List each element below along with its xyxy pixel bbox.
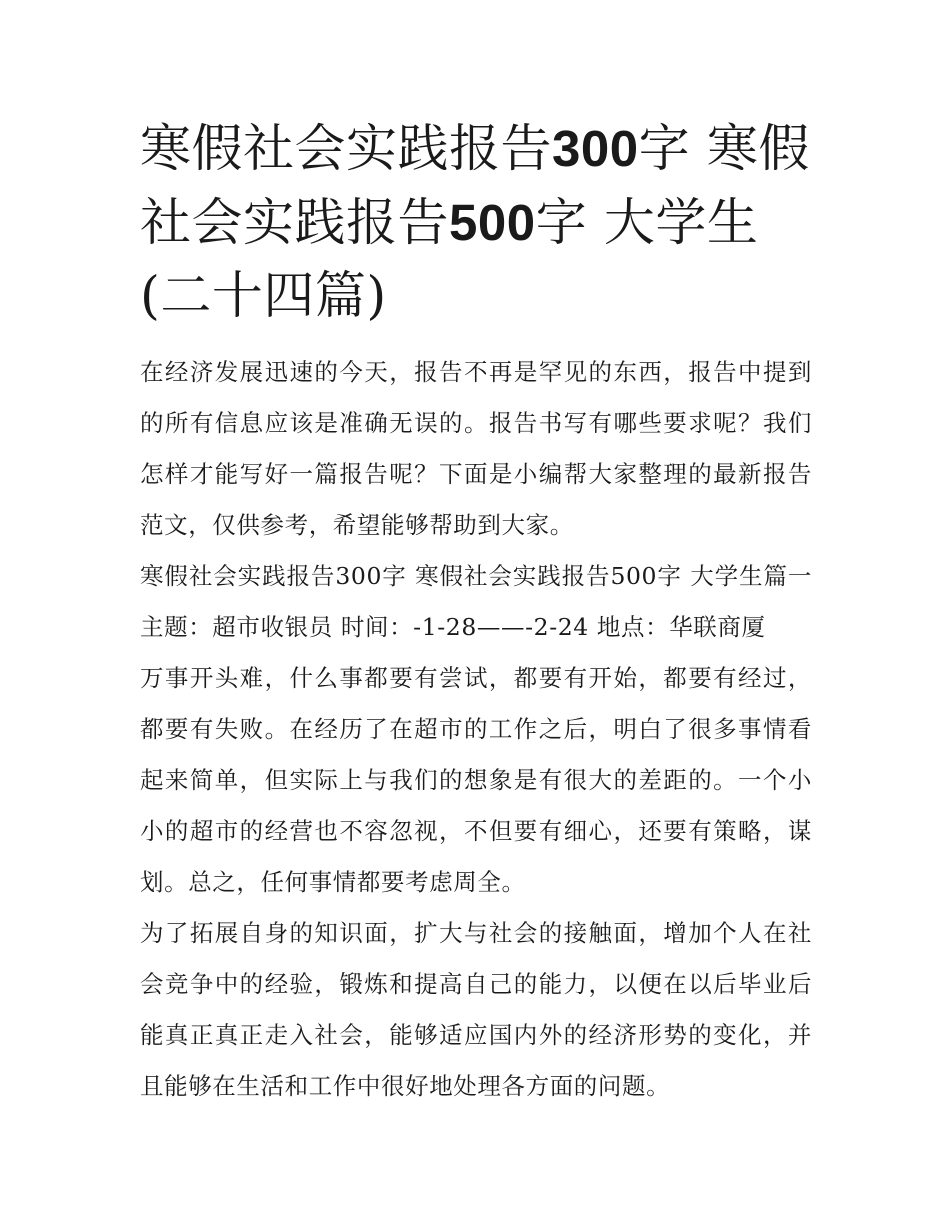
title-number-300: 300 xyxy=(552,120,639,177)
paragraph-purpose: 为了拓展自身的知识面，扩大与社会的接触面，增加个人在社会竞争中的经验，锻炼和提高自己的能力，以便在以后毕业后能真正真正走入社会，能够适应国内外的经济形势的变化，并且能够在生活和工作中很好地处理各方面的问题。 xyxy=(140,919,812,1100)
paragraph-experience: 万事开头难，什么事都要有尝试，都要有开始，都要有经过，都要有失败。在经历了在超市的工作之后，明白了很多事情看起来简单，但实际上与我们的想象是有很大的差距的。一个小小的超市的经营也不容忽视，不但要有细心，还要有策略，谋划。总之，任何事情都要考虑周全。 xyxy=(140,664,812,896)
paragraph-intro: 在经济发展迅速的今天，报告不再是罕见的东西，报告中提到的所有信息应该是准确无误的。报告书写有哪些要求呢？我们怎样才能写好一篇报告呢？下面是小编帮大家整理的最新报告范文，仅供参考，希望能够帮助到大家。 xyxy=(140,358,812,539)
title-number-500: 500 xyxy=(449,194,536,251)
title-text-3: 字 大学生(二十四篇) xyxy=(140,194,759,326)
paragraph-section-heading: 寒假社会实践报告300字 寒假社会实践报告500字 大学生篇一 主题：超市收银员 时间：-1-28——-2-24 地点：华联商厦 xyxy=(140,562,812,641)
title-text-1: 寒假社会实践报告 xyxy=(140,120,553,179)
document-page xyxy=(140,112,812,1112)
document-title xyxy=(140,112,812,333)
title-text-2: 字 寒假社会实践报告 xyxy=(140,120,810,253)
document-body xyxy=(140,347,812,1112)
